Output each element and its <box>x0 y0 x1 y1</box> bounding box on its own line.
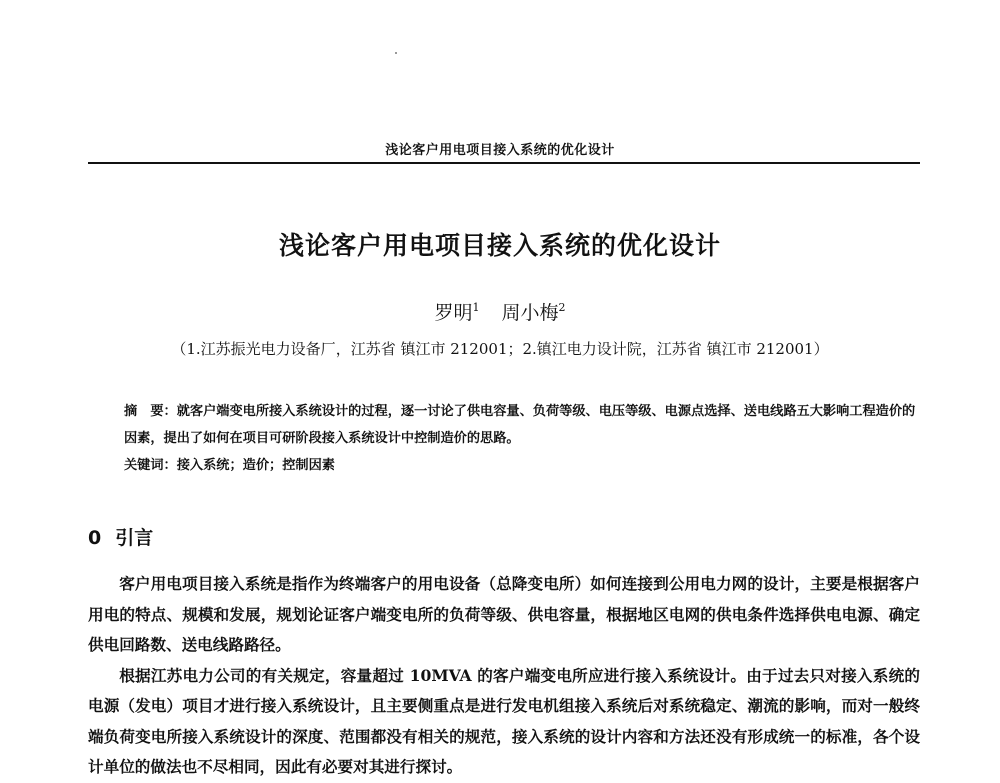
author-name: 罗明 <box>434 302 473 324</box>
scan-speck <box>395 52 397 54</box>
affiliations: （1.江苏振光电力设备厂，江苏省 镇江市 212001；2.镇江电力设计院，江苏省 镇江市 212001） <box>171 340 829 358</box>
keywords-text: 接入系统；造价；控制因素 <box>176 458 335 473</box>
author-2 <box>502 302 566 324</box>
keywords <box>124 452 924 479</box>
paragraph: 根据江苏电力公司的有关规定，容量超过 10MVA 的客户端变电所应进行接入系统设计。由于过去只对接入系统的电源（发电）项目才进行接入系统设计，且主要侧重点是进行发电机组接入系统后对系统稳定、潮流的影响，而对一般终端负荷变电所接入系统设计的深度、范围都没有相关的规范，接入系统的设计内容和方法还没有形成统一的标准，各个设计单位的做法也不尽相同，因此有必要对其进行探讨。 <box>88 665 920 776</box>
abstract-text: 就客户端变电所接入系统设计的过程，逐一讨论了供电容量、负荷等级、电压等级、电源点选择、送电线路五大影响工程造价的因素，提出了如何在项目可研阶段接入系统设计中控制造价的思路。 <box>124 404 916 446</box>
abstract-block <box>124 398 924 479</box>
running-header: 浅论客户用电项目接入系统的优化设计 <box>385 143 615 158</box>
paragraph: 客户用电项目接入系统是指作为终端客户的用电设备（总降变电所）如何连接到公用电力网的设计，主要是根据客户用电的特点、规模和发展，规划论证客户端变电所的负荷等级、供电容量，根据地区电网的供电条件选择供电电源、确定供电回路数、送电线路路径。 <box>88 574 920 654</box>
author-1 <box>434 302 479 324</box>
body-text <box>88 569 920 783</box>
section-heading <box>88 523 153 550</box>
keywords-label: 关键词： <box>124 458 177 473</box>
section-number: 0 <box>88 527 102 549</box>
author-name: 周小梅 <box>501 302 559 324</box>
author-line <box>0 298 1000 325</box>
author-affil-mark: 2 <box>558 301 566 314</box>
author-affil-mark: 1 <box>472 301 480 314</box>
abstract-label: 摘 要： <box>124 404 177 419</box>
section-title: 引言 <box>115 527 154 549</box>
paper-title: 浅论客户用电项目接入系统的优化设计 <box>278 231 721 260</box>
header-rule <box>88 162 920 164</box>
abstract <box>124 398 924 452</box>
